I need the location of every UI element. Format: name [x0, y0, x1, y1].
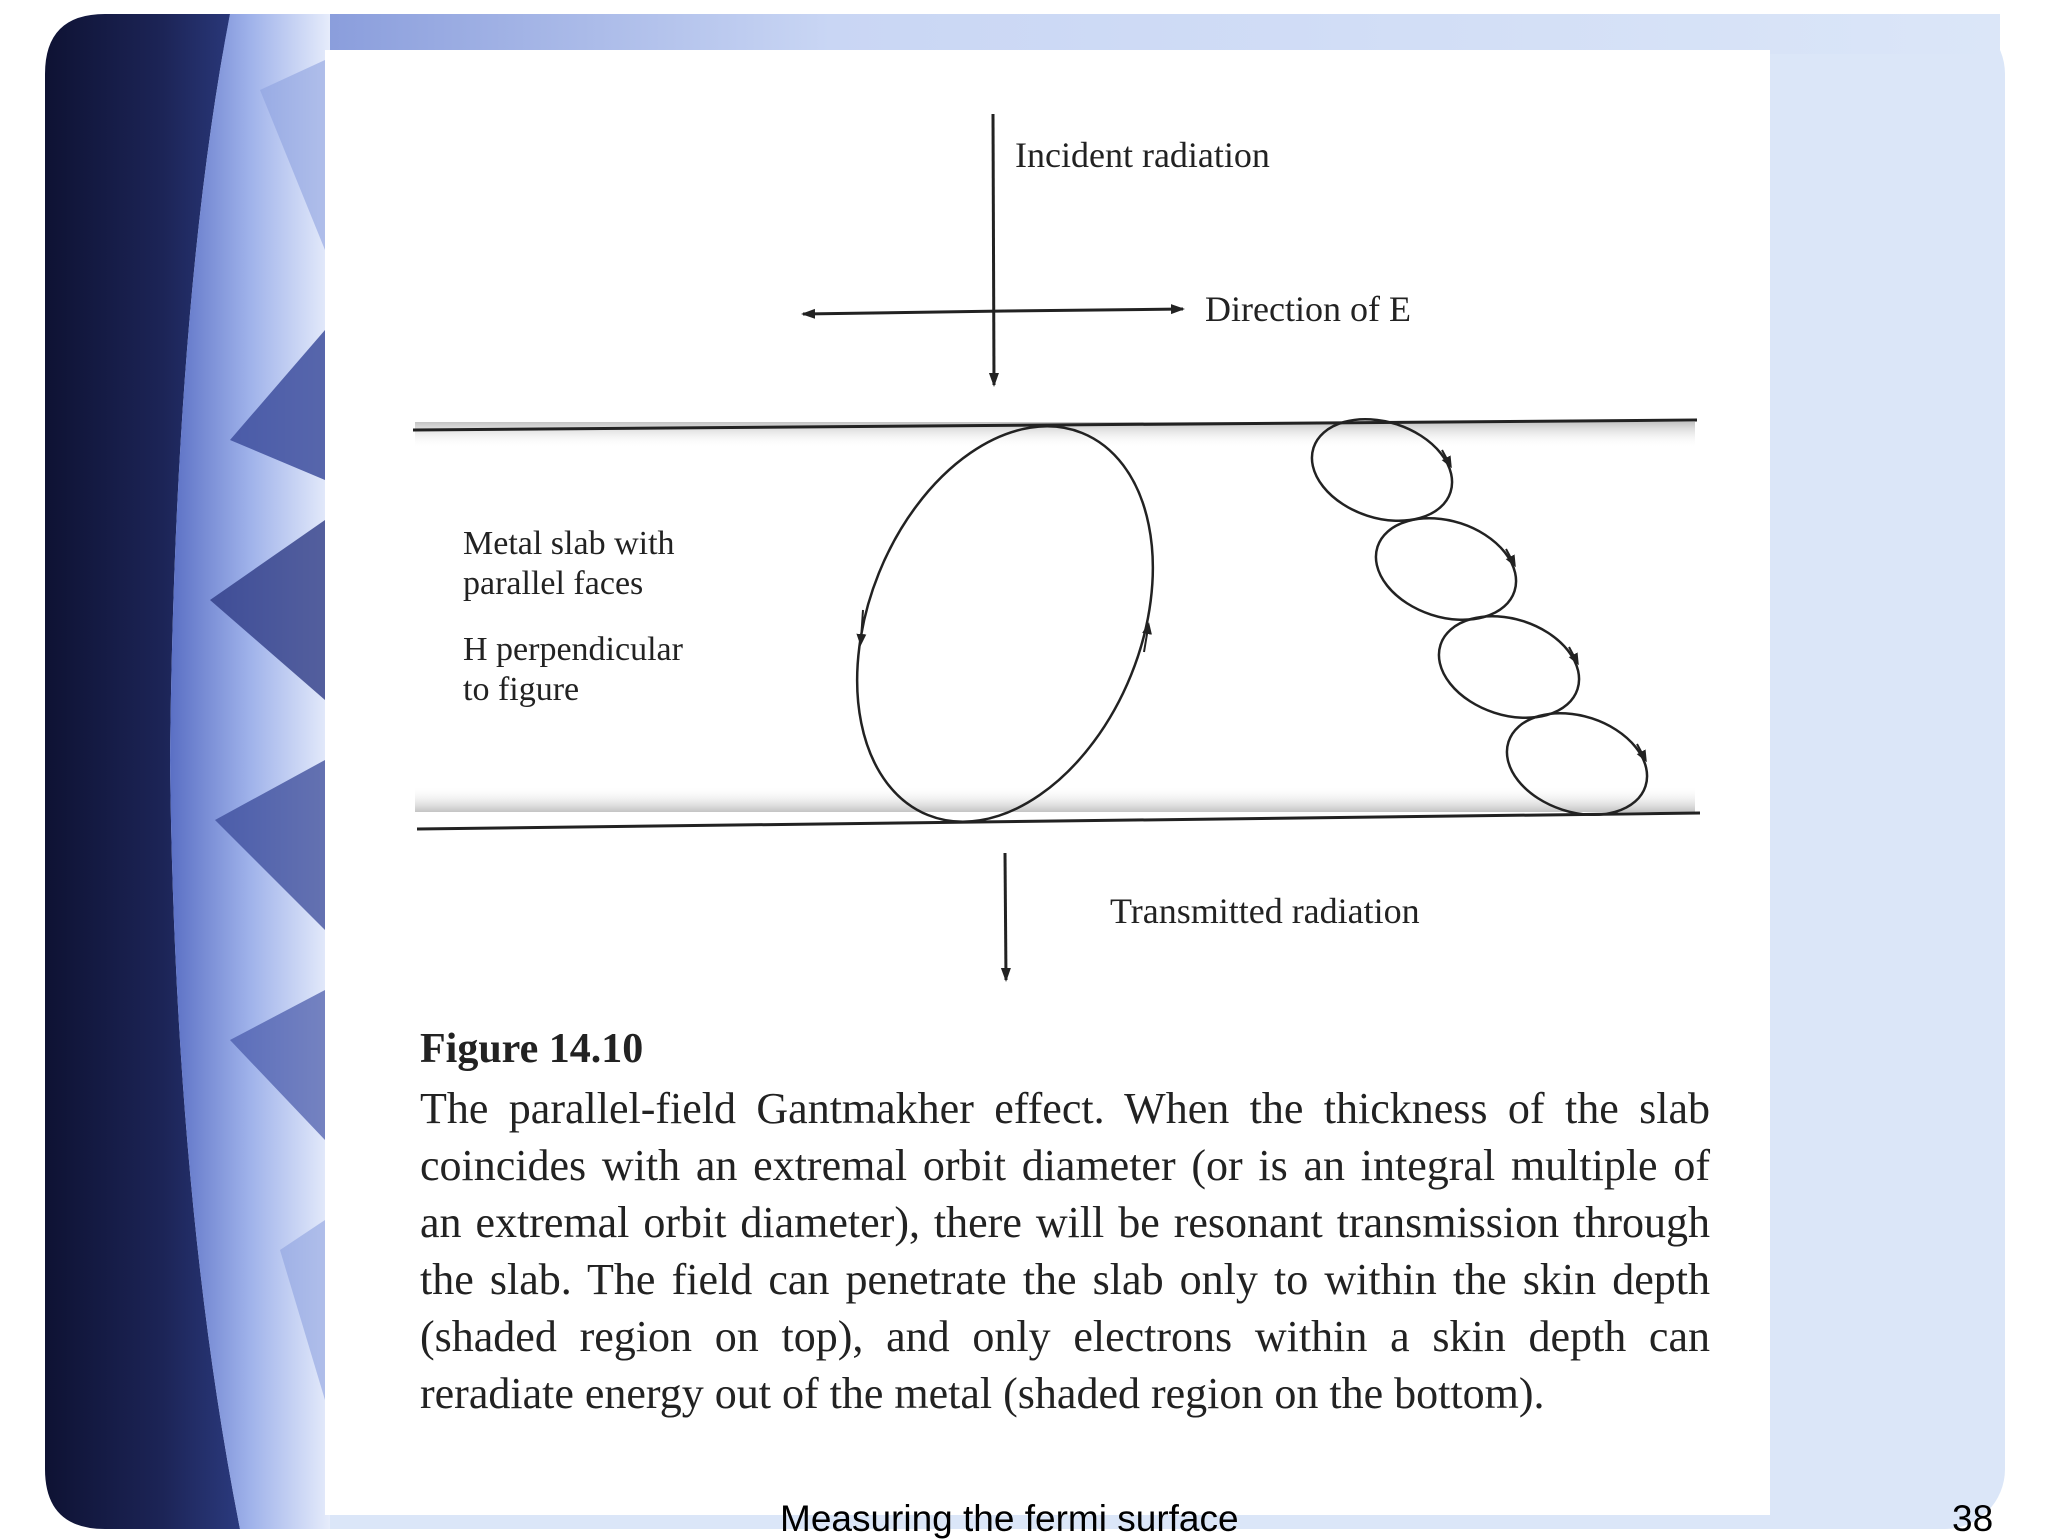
- e-field-label: Direction of E: [1205, 289, 1411, 329]
- field-h-label-line2: to figure: [463, 671, 580, 708]
- slab-bottom-face: [417, 813, 1700, 829]
- gantmakher-diagram: [325, 50, 1770, 1050]
- figure-title: Figure 14.10: [420, 1026, 644, 1072]
- field-h-label-line1: H perpendicular: [463, 631, 683, 668]
- slide-footer-title: Measuring the fermi surface: [780, 1498, 1239, 1539]
- figure-card: [325, 50, 1770, 1515]
- incident-arrow: [993, 114, 994, 385]
- slide-page-number: 38: [1952, 1498, 1994, 1539]
- figure-caption: The parallel-field Gantmakher effect. When the thickness of the slab coincides with an extremal orbit diameter (or is an integral multiple of an extremal orbit diameter), there will be resonant transmission through the slab. The field can penetrate the slab only to within the skin depth (shaded region on top), and only electrons within a skin depth can reradiate energy out of the metal (shaded region on the bottom).: [420, 1084, 1710, 1418]
- incident-label: Incident radiation: [1015, 135, 1270, 175]
- e-field-arrow-left: [803, 311, 1005, 314]
- orbit-arrow-left: [861, 610, 863, 640]
- slab-label-line2: parallel faces: [463, 565, 644, 602]
- skin-depth-bottom: [415, 786, 1695, 812]
- transmitted-label: Transmitted radiation: [1110, 891, 1420, 931]
- slab-label-line1: Metal slab with: [463, 525, 675, 562]
- e-field-arrow: [1005, 309, 1183, 311]
- transmitted-arrow: [1005, 853, 1006, 980]
